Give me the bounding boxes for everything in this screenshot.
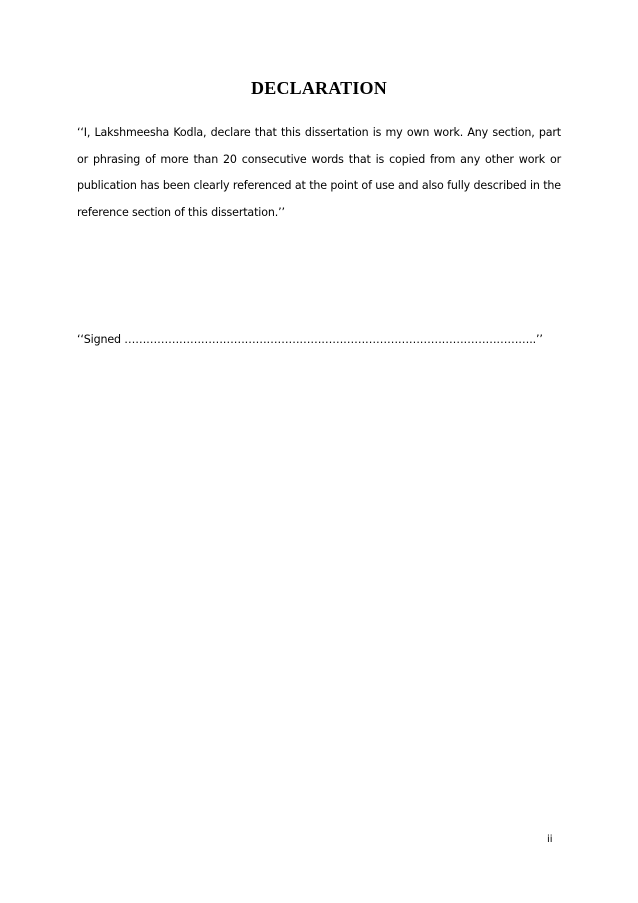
signature-line: ‘‘Signed …………………………………………………………………………………………………..’’	[77, 333, 543, 346]
page-number: ii	[547, 834, 553, 845]
declaration-paragraph: ‘‘I, Lakshmeesha Kodla, declare that this dissertation is my own work. Any section, part or phrasing of more than 20 consecutive words that is copied from any other work or publication has been clearly referenced at the point of use and also fully described in the reference section of this dissertation.’’	[77, 126, 561, 219]
declaration-title: DECLARATION	[251, 78, 387, 98]
